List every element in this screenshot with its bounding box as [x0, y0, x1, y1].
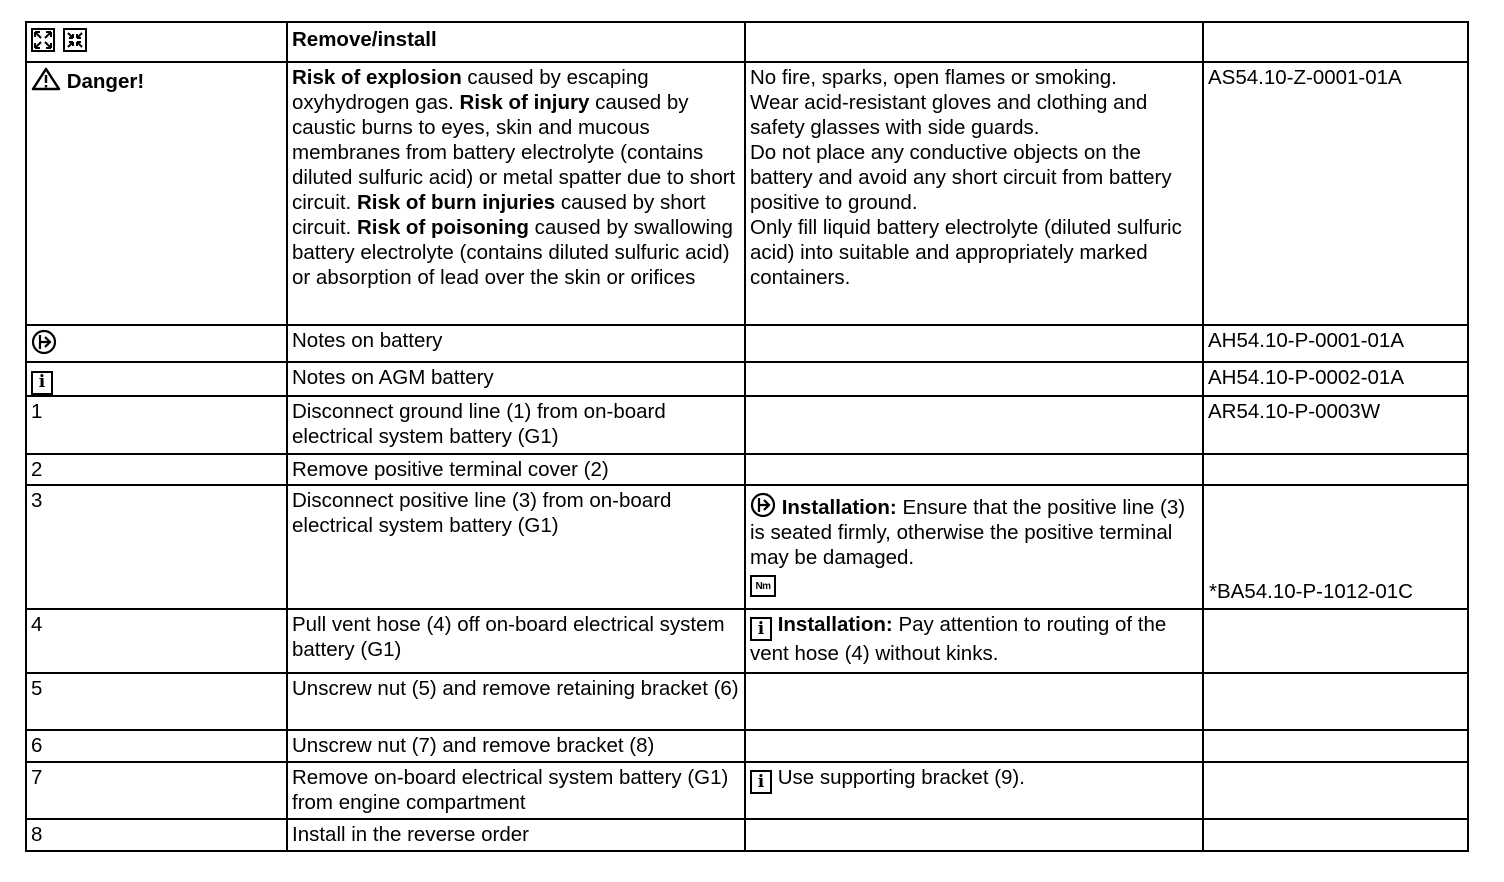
measure-1: No fire, sparks, open flames or smoking.	[750, 66, 1117, 89]
step-row-1	[26, 396, 1468, 454]
header-empty-3	[745, 22, 1203, 62]
step-row-4	[26, 609, 1468, 673]
note-row-agm	[26, 362, 1468, 396]
step-row-8	[26, 819, 1468, 851]
note-arrow-icon	[31, 329, 57, 355]
danger-label: Danger!	[66, 70, 145, 93]
step-number: 5	[26, 673, 287, 730]
step-note	[745, 819, 1203, 851]
step-text: Disconnect positive line (3) from on-board electrical system battery (G1)	[287, 485, 745, 609]
info-icon: i	[750, 617, 772, 641]
measure-4: Only fill liquid battery electrolyte (diluted sulfuric acid) into suitable and appropriately marked containers.	[750, 216, 1182, 289]
step-text: Disconnect ground line (1) from on-board electrical system battery (G1)	[287, 396, 745, 454]
risk-text-3: caused by short circuit.	[292, 191, 706, 239]
info-icon: i	[750, 770, 772, 794]
danger-ref[interactable]: AS54.10-Z-0001-01A	[1203, 62, 1468, 325]
step-row-6	[26, 730, 1468, 762]
header-icons-cell	[26, 22, 287, 62]
step-note	[745, 730, 1203, 762]
step-ref	[1203, 819, 1468, 851]
step-note	[745, 485, 1203, 609]
collapse-icon	[63, 28, 87, 52]
step-text: Pull vent hose (4) off on-board electrical system battery (G1)	[287, 609, 745, 673]
step-note	[745, 762, 1203, 819]
note-icon-cell	[26, 325, 287, 362]
step-text: Install in the reverse order	[287, 819, 745, 851]
step-note	[745, 454, 1203, 485]
step-ref-cell	[1203, 485, 1468, 609]
torque-nm-icon: Nm	[750, 575, 776, 597]
info-icon: i	[31, 371, 53, 395]
measure-3: Do not place any conductive objects on the battery and avoid any short circuit from battery positive to ground.	[750, 141, 1172, 214]
risk-text-4: caused by swallowing battery electrolyte (contains diluted sulfuric acid) or absorption of lead over the skin or orifices	[292, 216, 733, 289]
step-number: 7	[26, 762, 287, 819]
step-number: 1	[26, 396, 287, 454]
step-row-2	[26, 454, 1468, 485]
installation-label: Installation:	[781, 495, 897, 519]
note-arrow-icon	[750, 492, 776, 518]
header-title: Remove/install	[287, 22, 745, 62]
installation-label: Installation:	[777, 612, 893, 636]
danger-risk-cell	[287, 62, 745, 325]
step-ref[interactable]: AR54.10-P-0003W	[1203, 396, 1468, 454]
note-ref[interactable]: AH54.10-P-0001-01A	[1203, 325, 1468, 362]
note-empty	[745, 362, 1203, 396]
step-number: 4	[26, 609, 287, 673]
danger-label-cell	[26, 62, 287, 325]
warning-triangle-icon	[31, 67, 61, 91]
note-empty	[745, 325, 1203, 362]
risk-burn: Risk of burn injuries	[356, 191, 556, 214]
step-row-5	[26, 673, 1468, 730]
step-ref	[1203, 730, 1468, 762]
note-row-battery	[26, 325, 1468, 362]
step-row-3	[26, 485, 1468, 609]
step-note	[745, 396, 1203, 454]
risk-injury: Risk of injury	[459, 91, 590, 114]
header-row	[26, 22, 1468, 62]
info-icon-cell	[26, 362, 287, 396]
step-note-text: Pay attention to routing of the vent hose (4) without kinks.	[750, 612, 1167, 665]
header-empty-4	[1203, 22, 1468, 62]
risk-text-2: caused by caustic burns to eyes, skin and mucous membranes from battery electrolyte (contains diluted sulfuric acid) or metal spatter due to short circuit.	[292, 91, 736, 214]
step-number: 2	[26, 454, 287, 485]
step-ref	[1203, 609, 1468, 673]
step-text: Unscrew nut (7) and remove bracket (8)	[287, 730, 745, 762]
risk-text-1: caused by escaping oxyhydrogen gas.	[292, 66, 649, 114]
danger-measures-cell	[745, 62, 1203, 325]
measure-2: Wear acid-resistant gloves and clothing and safety glasses with side guards.	[750, 91, 1148, 139]
note-ref[interactable]: AH54.10-P-0002-01A	[1203, 362, 1468, 396]
step-row-7	[26, 762, 1468, 819]
step-text: Remove positive terminal cover (2)	[287, 454, 745, 485]
risk-poison: Risk of poisoning	[356, 216, 529, 239]
step-text: Unscrew nut (5) and remove retaining bracket (6)	[287, 673, 745, 730]
step-note-text: Use supporting bracket (9).	[777, 765, 1025, 789]
step-ref[interactable]: *BA54.10-P-1012-01C	[1209, 579, 1413, 603]
step-ref	[1203, 762, 1468, 819]
step-ref	[1203, 454, 1468, 485]
expand-icon	[31, 28, 55, 52]
step-note	[745, 609, 1203, 673]
step-number: 6	[26, 730, 287, 762]
note-text: Notes on AGM battery	[287, 362, 745, 396]
step-text: Remove on-board electrical system battery (G1) from engine compartment	[287, 762, 745, 819]
step-number: 8	[26, 819, 287, 851]
risk-explosion: Risk of explosion	[292, 66, 462, 89]
step-ref	[1203, 673, 1468, 730]
step-note	[745, 673, 1203, 730]
step-note-text: Ensure that the positive line (3) is seated firmly, otherwise the positive terminal may be damaged.	[750, 495, 1186, 569]
step-number: 3	[26, 485, 287, 609]
procedure-table	[25, 21, 1469, 852]
note-text: Notes on battery	[287, 325, 745, 362]
danger-row	[26, 62, 1468, 325]
